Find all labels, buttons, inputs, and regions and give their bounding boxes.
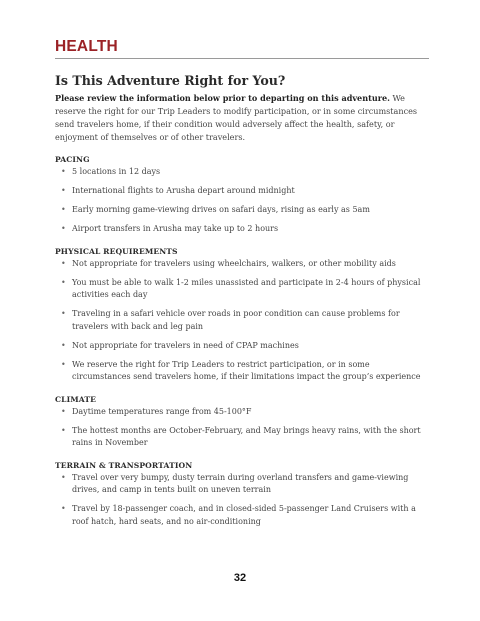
bullet-icon: • (61, 359, 66, 369)
bullet-icon: • (61, 425, 66, 435)
intro-paragraph (55, 92, 429, 144)
bullet-icon: • (61, 224, 66, 233)
bullet-text: You must be able to walk 1-2 miles unassisted and participate in 2-4 hours of physical activities each day (72, 277, 421, 299)
page-heading: Is This Adventure Right for You? (55, 73, 286, 88)
group-title: CLIMATE (55, 394, 96, 404)
section-title: HEALTH (55, 38, 429, 59)
bullet-text: The hottest months are October-February, and May brings heavy rains, with the short rains in November (72, 425, 421, 447)
document-page (55, 38, 429, 535)
bullet-item (55, 223, 429, 236)
group-physical-requirements (55, 247, 429, 384)
bullet-text: 5 locations in 12 days (72, 167, 161, 176)
bullet-item (55, 308, 429, 333)
page-number: 32 (233, 572, 247, 584)
bullet-icon: • (61, 258, 66, 268)
bullet-item (55, 425, 429, 450)
bullet-text: International flights to Arusha depart around midnight (72, 186, 295, 195)
bullet-item (55, 185, 429, 198)
group-terrain-transportation (55, 461, 429, 529)
bullet-item (55, 472, 429, 497)
bullet-text: Airport transfers in Arusha may take up to 2 hours (72, 224, 279, 233)
group-title: PHYSICAL REQUIREMENTS (55, 246, 178, 256)
bullet-list (55, 258, 429, 384)
bullet-item (55, 503, 429, 528)
bullet-text: Early morning game-viewing drives on safari days, rising as early as 5am (72, 205, 370, 214)
bullet-icon: • (61, 186, 66, 195)
intro-text: We reserve the right for our Trip Leaders to modify participation, or in some circumstances send travelers home, if their condition would adversely affect the health, safety, or enjoyment of themselves or of other travelers. (55, 93, 418, 142)
bullet-text: Traveling in a safari vehicle over roads in poor condition can cause problems for travelers with back and leg pain (72, 309, 400, 331)
group-title: PACING (55, 155, 90, 164)
bullet-icon: • (61, 472, 66, 482)
group-pacing (55, 155, 429, 236)
bullet-item (55, 340, 429, 353)
bullet-icon: • (61, 406, 66, 416)
bullet-text: Not appropriate for travelers using wheelchairs, walkers, or other mobility aids (72, 258, 396, 268)
bullet-icon: • (61, 309, 66, 318)
bullet-list (55, 472, 429, 529)
bullet-item (55, 166, 429, 179)
bullet-icon: • (61, 504, 66, 513)
requirement-groups (55, 155, 429, 528)
bullet-text: Not appropriate for travelers in need of CPAP machines (72, 340, 299, 350)
bullet-text: We reserve the right for Trip Leaders to restrict participation, or in some circumstances send travelers home, if their limitations impact the group’s experience (72, 359, 421, 381)
bullet-text: Daytime temperatures range from 45-100°F (72, 406, 252, 416)
bullet-item (55, 258, 429, 271)
bullet-text: Travel by 18-passenger coach, and in closed-sided 5-passenger Land Cruisers with a roof hatch, hard seats, and no air-conditioning (72, 504, 416, 526)
bullet-icon: • (61, 277, 66, 287)
bullet-icon: • (61, 167, 66, 176)
bullet-item (55, 277, 429, 302)
intro-bold-text: Please review the information below prior to departing on this adventure. (55, 93, 390, 103)
bullet-item (55, 359, 429, 384)
bullet-icon: • (61, 340, 66, 350)
bullet-item (55, 406, 429, 419)
bullet-list (55, 166, 429, 236)
bullet-item (55, 204, 429, 217)
bullet-list (55, 406, 429, 450)
group-title: TERRAIN & TRANSPORTATION (55, 460, 193, 470)
bullet-text: Travel over very bumpy, dusty terrain during overland transfers and game-viewing drives, and camp in tents built on uneven terrain (72, 472, 409, 494)
group-climate (55, 395, 429, 450)
bullet-icon: • (61, 205, 66, 214)
